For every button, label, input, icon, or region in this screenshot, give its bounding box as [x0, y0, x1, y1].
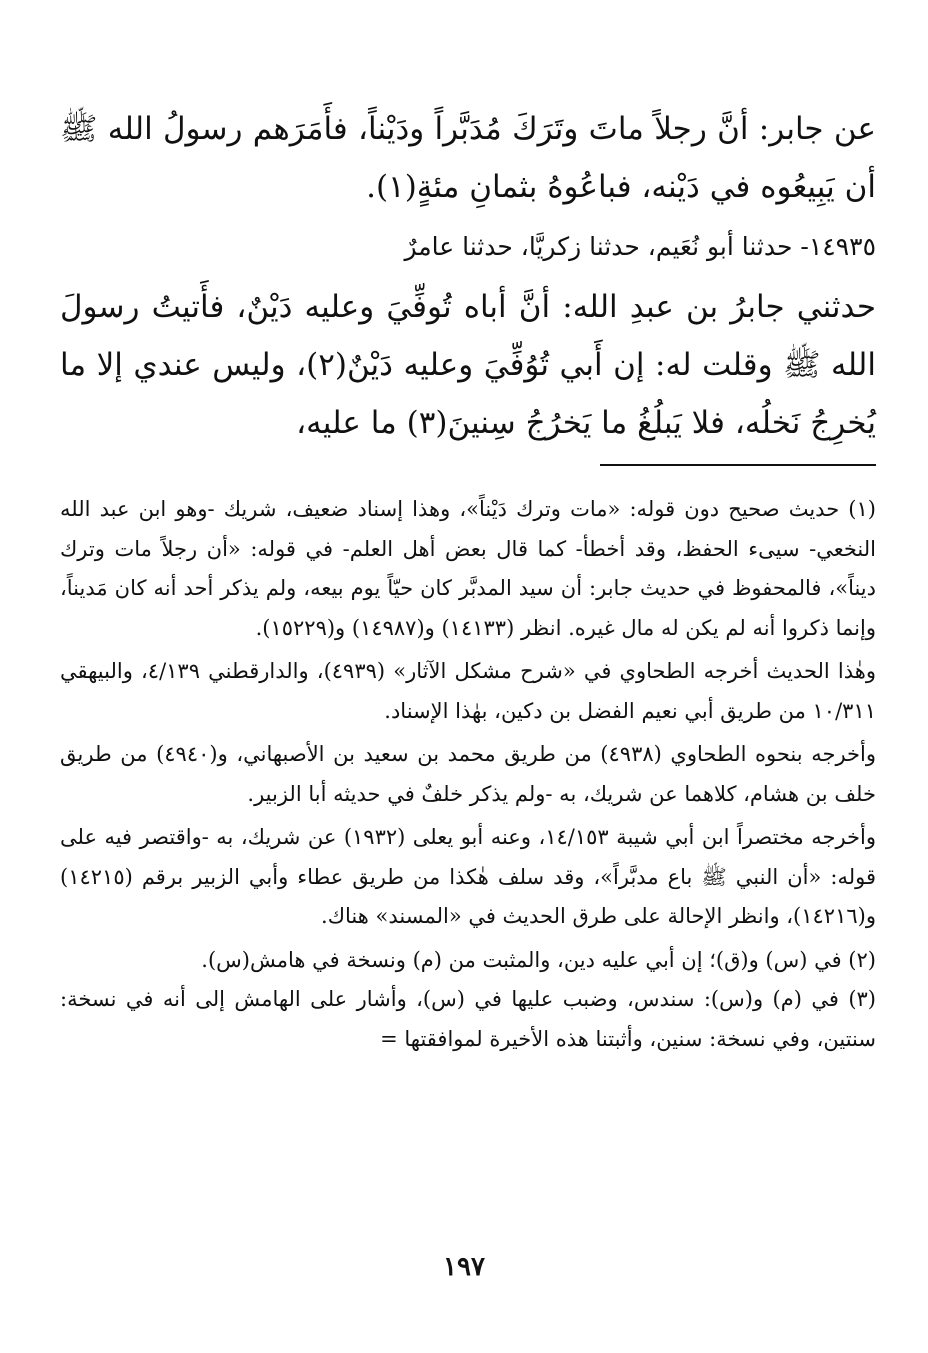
footnote-1-continuation: وهٰذا الحديث أخرجه الطحاوي في «شرح مشكل الآثار» (٤٩٣٩)، والدارقطني ٤/١٣٩، والبيهقي ١٠/٣١١ من طريق أبي نعيم الفضل بن دكين، بهٰذا الإسناد.: [60, 659, 876, 723]
footnotes: [60, 490, 876, 1059]
footnote-separator: [600, 464, 876, 466]
hadith-paragraph-1: عن جابر: أنَّ رجلاً ماتَ وتَرَكَ مُدَبَّراً ودَيْناً، فأَمَرَهم رسولُ الله ﷺ أن يَبِيعُوه في دَيْنه، فباعُوهُ بثمانِ مئةٍ(١).: [60, 111, 876, 205]
hadith-chain-line: ١٤٩٣٥- حدثنا أبو نُعَيم، حدثنا زكريَّا، حدثنا عامرٌ: [404, 232, 876, 261]
hadith-paragraph-2: حدثني جابرُ بن عبدِ الله: أنَّ أباه تُوفِّيَ وعليه دَيْنٌ، فأَتيتُ رسولَ الله ﷺ وقلت له: إن أَبي تُوُفِّيَ وعليه دَيْنٌ(٢)، وليس عندي إلا ما يُخرِجُ نَخلُه، فلا يَبلُغُ ما يَخرُجُ سِنينَ(٣) ما عليه،: [60, 289, 876, 441]
footnote-1: (١) حديث صحيح دون قوله: «مات وترك دَيْناً»، وهذا إسناد ضعيف، شريك -وهو ابن عبد الله النخعي- سيىء الحفظ، وقد أخطأ- كما قال بعض أهل العلم- في قوله: «أن رجلاً مات وترك ديناً»، فالمحفوظ في حديث جابر: أن سيد المدبَّر كان حيّاً يوم بيعه، ولم يذكر أحد أنه كان مَديناً، وإنما ذكروا أنه لم يكن له مال غيره. انظر (١٤١٣٣) و(١٤٩٨٧) و(١٥٢٢٩).: [60, 497, 876, 640]
footnote-3: (٣) في (م) و(س): سندس، وضبب عليها في (س)، وأشار على الهامش إلى أنه في نسخة: سنتين، وفي نسخة: سنين، وأثبتنا هذه الأخيرة لموافقتها =: [60, 987, 876, 1051]
footnote-1-continuation: وأخرجه مختصراً ابن أبي شيبة ١٤/١٥٣، وعنه أبو يعلى (١٩٣٢) عن شريك، به -واقتصر فيه على قوله: «أن النبي ﷺ باع مدبَّراً»، وقد سلف هٰكذا من طريق عطاء وأبي الزبير برقم (١٤٢١٥) و(١٤٢١٦)، وانظر الإحالة على طرق الحديث في «المسند» هناك.: [60, 825, 877, 928]
page-number: ١٩٧: [443, 1252, 485, 1282]
main-text: [60, 100, 876, 452]
footnote-2: (٢) في (س) و(ق)؛ إن أبي عليه دين، والمثبت من (م) ونسخة في هامش(س).: [201, 947, 876, 972]
footnote-1-continuation: وأخرجه بنحوه الطحاوي (٤٩٣٨) من طريق محمد بن سعيد بن الأصبهاني، و(٤٩٤٠) من طريق خلف بن هشام، كلاهما عن شريك، به -ولم يذكر خلفٌ في حديثه أبا الزبير.: [60, 742, 876, 806]
